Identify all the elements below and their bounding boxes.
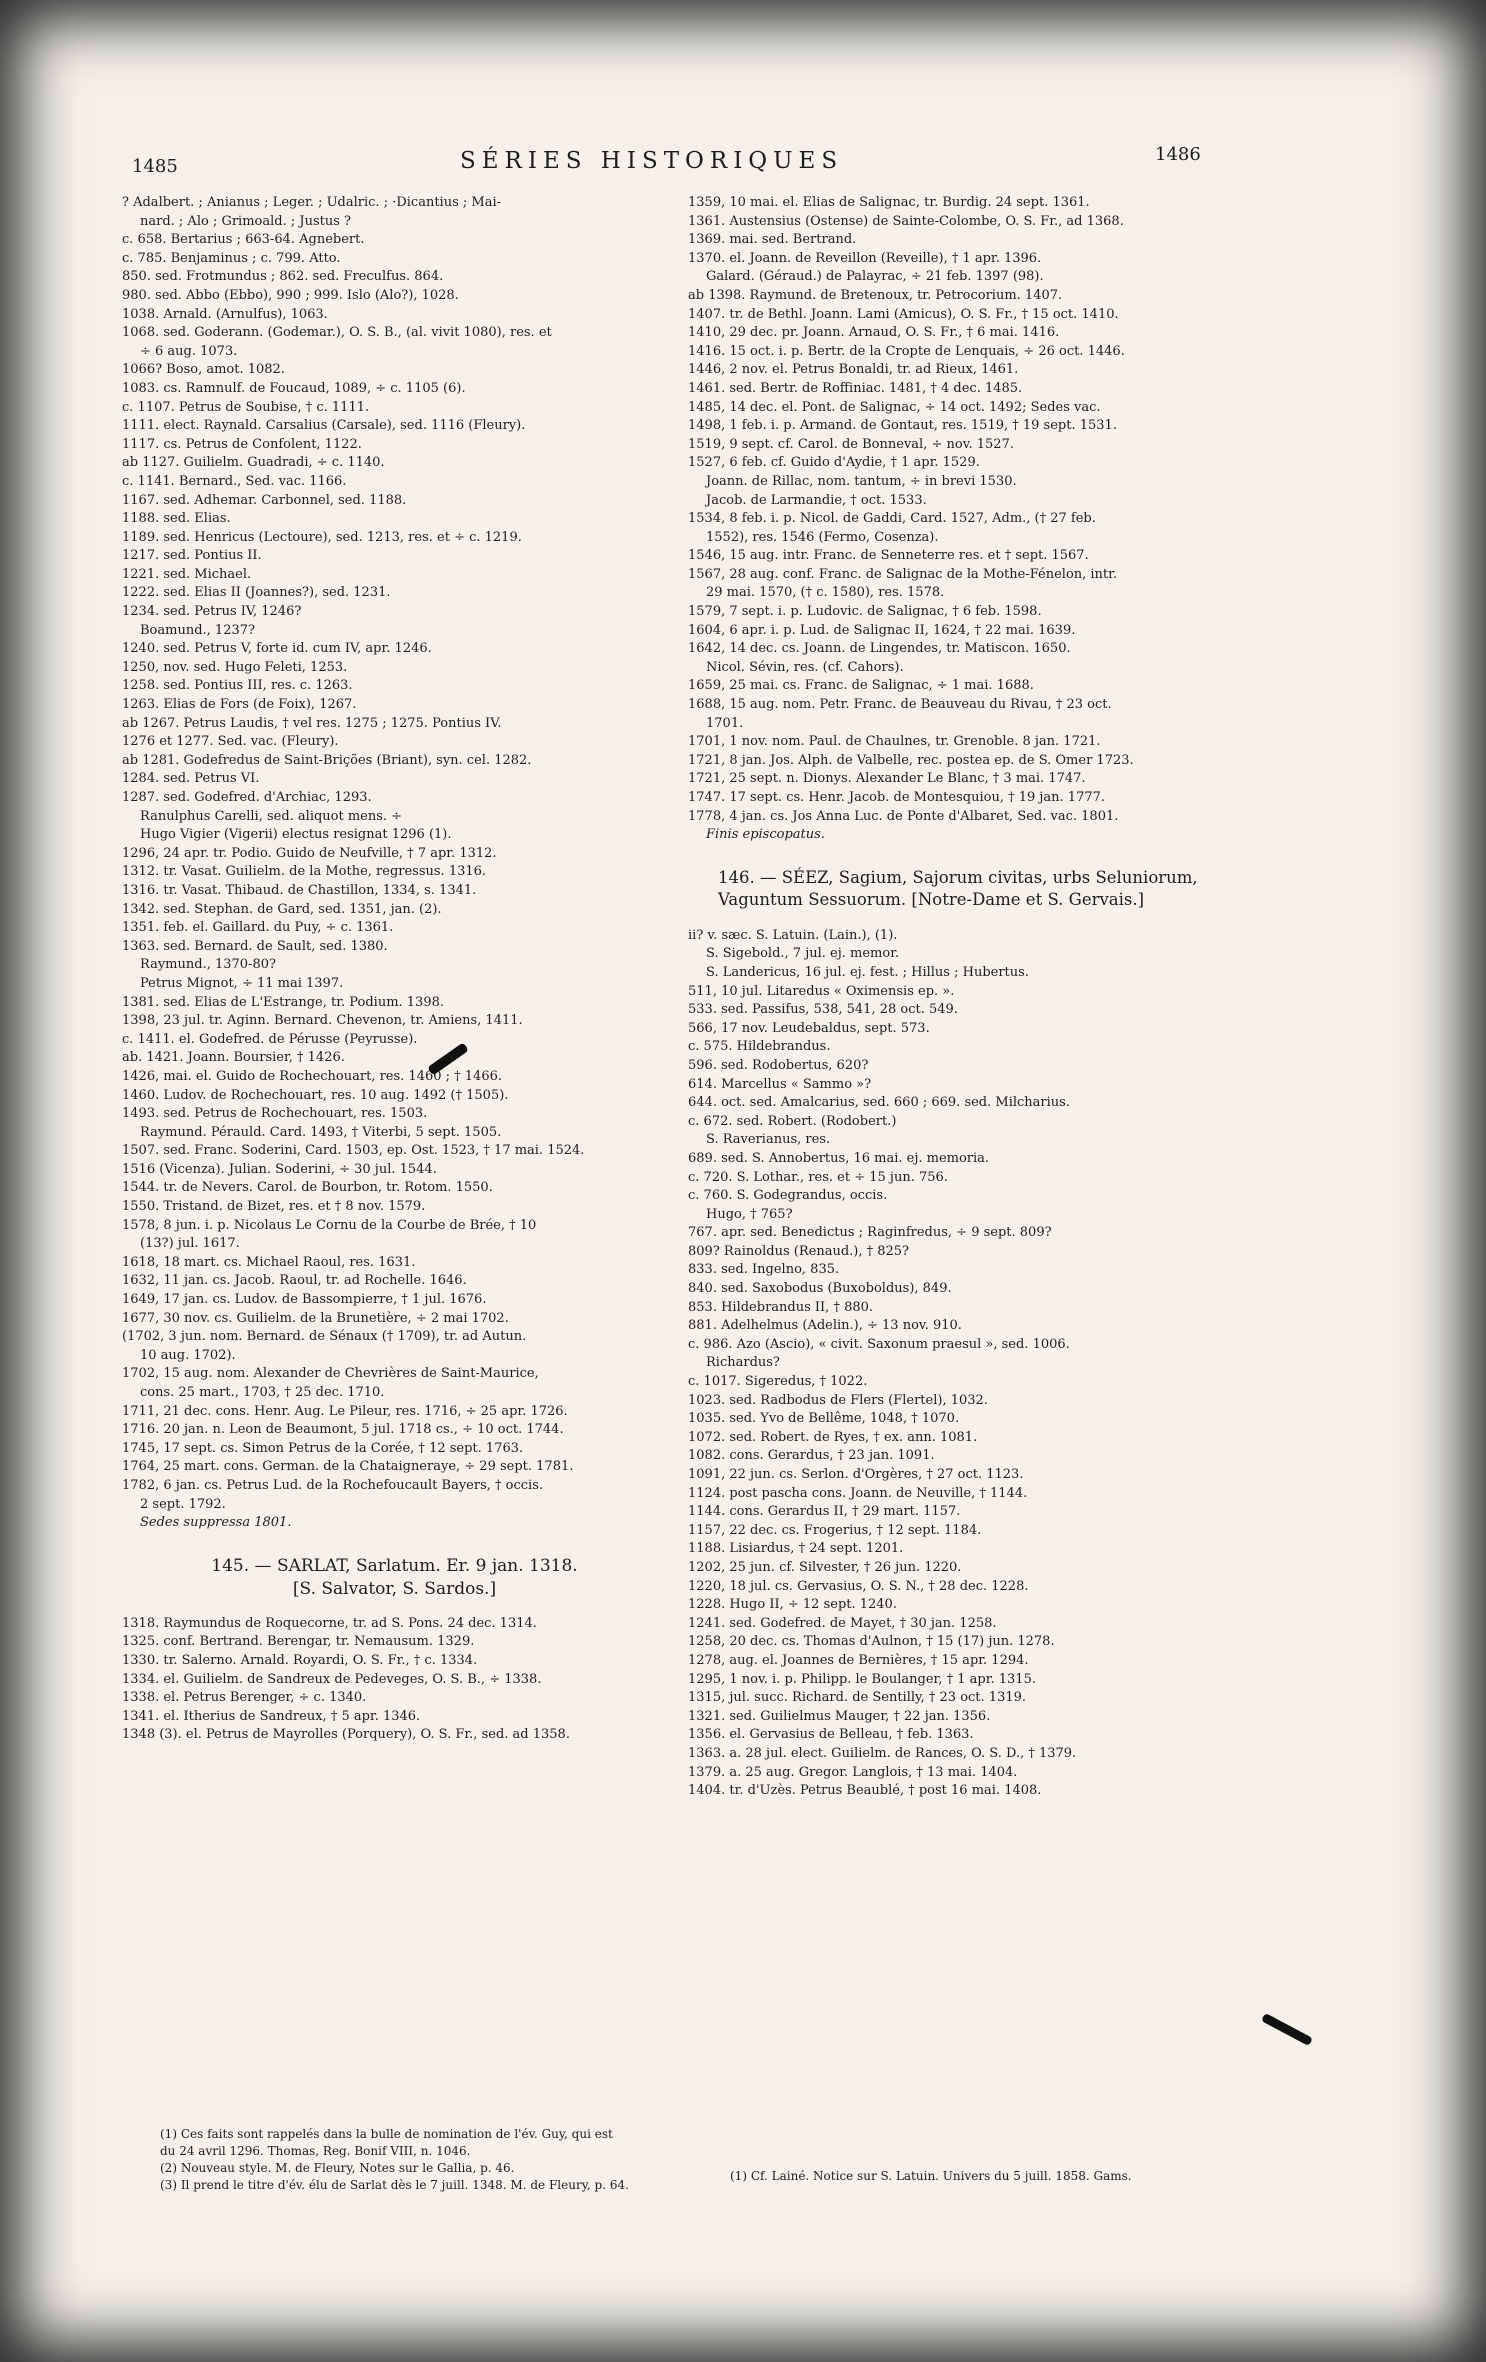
list-entry: 1567, 28 aug. conf. Franc. de Salignac de la Mothe-Fénelon, intr. bbox=[688, 566, 1118, 582]
seez-entry: c. 672. sed. Robert. (Rodobert.) bbox=[688, 1113, 897, 1129]
seez-entry: 1023. sed. Radbodus de Flers (Flertel), 1032. bbox=[688, 1392, 988, 1408]
list-entry: 1083. cs. Ramnulf. de Foucaud, 1089, ÷ c. 1105 (6). bbox=[122, 380, 466, 396]
list-entry: 1782, 6 jan. cs. Petrus Lud. de la Rochefoucault Bayers, † occis. bbox=[122, 1477, 544, 1493]
list-entry: 1222. sed. Elias II (Joannes?), sed. 1231. bbox=[122, 585, 391, 601]
list-entry: 1217. sed. Pontius II. bbox=[122, 548, 262, 564]
seez-entry: Richardus? bbox=[706, 1355, 780, 1371]
seez-entry: 1295, 1 nov. i. p. Philipp. le Boulanger, † 1 apr. 1315. bbox=[688, 1671, 1036, 1687]
footnote-line: du 24 avril 1296. Thomas, Reg. Bonif VIII, n. 1046. bbox=[160, 2144, 471, 2158]
sarlat-entry: 1338. el. Petrus Berenger, ÷ c. 1340. bbox=[122, 1690, 367, 1706]
list-entry: c. 1107. Petrus de Soubise, † c. 1111. bbox=[122, 399, 370, 415]
list-entry: 1410, 29 dec. pr. Joann. Arnaud, O. S. Fr., † 6 mai. 1416. bbox=[688, 325, 1060, 341]
list-entry: ÷ 6 aug. 1073. bbox=[140, 343, 238, 359]
list-entry: Finis episcopatus. bbox=[706, 827, 825, 843]
list-entry: 1701. bbox=[706, 715, 744, 731]
list-entry: 1778, 4 jan. cs. Jos Anna Luc. de Ponte d'Albaret, Sed. vac. 1801. bbox=[688, 808, 1119, 824]
list-entry: 1632, 11 jan. cs. Jacob. Raoul, tr. ad Rochelle. 1646. bbox=[122, 1273, 467, 1289]
seez-entry: 767. apr. sed. Benedictus ; Raginfredus, ÷ 9 sept. 809? bbox=[688, 1225, 1052, 1241]
list-entry: 1258. sed. Pontius III, res. c. 1263. bbox=[122, 678, 353, 694]
seez-entry: c. 575. Hildebrandus. bbox=[688, 1039, 831, 1055]
sarlat-entry: 1330. tr. Salerno. Arnald. Royardi, O. S. Fr., † c. 1334. bbox=[122, 1652, 478, 1668]
list-entry: 1189. sed. Henricus (Lectoure), sed. 1213, res. et ÷ c. 1219. bbox=[122, 529, 522, 545]
seez-entry: 833. sed. Ingelno, 835. bbox=[688, 1262, 840, 1278]
seez-entry: 1072. sed. Robert. de Ryes, † ex. ann. 1081. bbox=[688, 1429, 978, 1445]
list-entry: c. 658. Bertarius ; 663-64. Agnebert. bbox=[122, 232, 365, 248]
list-entry: 1721, 25 sept. n. Dionys. Alexander Le Blanc, † 3 mai. 1747. bbox=[688, 771, 1086, 787]
list-entry: 1527, 6 feb. cf. Guido d'Aydie, † 1 apr. 1529. bbox=[688, 455, 980, 471]
list-entry: 1745, 17 sept. cs. Simon Petrus de la Corée, † 12 sept. 1763. bbox=[122, 1440, 524, 1456]
footnote-line: (1) Ces faits sont rappelés dans la bulle de nomination de l'év. Guy, qui est bbox=[160, 2127, 613, 2141]
list-entry: 1234. sed. Petrus IV, 1246? bbox=[122, 604, 302, 620]
list-entry: 1460. Ludov. de Rochechouart, res. 10 aug. 1492 († 1505). bbox=[122, 1087, 509, 1103]
list-entry: ab 1127. Guilielm. Guadradi, ÷ c. 1140. bbox=[122, 455, 385, 471]
right-entries bbox=[688, 194, 1233, 845]
seez-entry: 689. sed. S. Annobertus, 16 mai. ej. memoria. bbox=[688, 1150, 990, 1166]
list-entry: 1342. sed. Stephan. de Gard, sed. 1351, jan. (2). bbox=[122, 901, 442, 917]
list-entry: 1493. sed. Petrus de Rochechouart, res. 1503. bbox=[122, 1106, 428, 1122]
list-entry: c. 785. Benjaminus ; c. 799. Atto. bbox=[122, 250, 341, 266]
seez-entry: 1258, 20 dec. cs. Thomas d'Aulnon, † 15 (17) jun. 1278. bbox=[688, 1634, 1055, 1650]
list-entry: 1546, 15 aug. intr. Franc. de Senneterre res. et † sept. 1567. bbox=[688, 548, 1089, 564]
seez-entry: c. 1017. Sigeredus, † 1022. bbox=[688, 1374, 868, 1390]
seez-entry: 566, 17 nov. Leudebaldus, sept. 573. bbox=[688, 1020, 930, 1036]
list-entry: 1534, 8 feb. i. p. Nicol. de Gaddi, Card. 1527, Adm., († 27 feb. bbox=[688, 511, 1096, 527]
list-entry: 1038. Arnald. (Arnulfus), 1063. bbox=[122, 306, 328, 322]
seez-entry: c. 986. Azo (Ascio), « civit. Saxonum praesul », sed. 1006. bbox=[688, 1336, 1070, 1352]
list-entry: 1276 et 1277. Sed. vac. (Fleury). bbox=[122, 734, 339, 750]
list-entry: 1507. sed. Franc. Soderini, Card. 1503, ep. Ost. 1523, † 17 mai. 1524. bbox=[122, 1143, 585, 1159]
list-entry: 10 aug. 1702). bbox=[140, 1347, 236, 1363]
list-entry: Hugo Vigier (Vigerii) electus resignat 1296 (1). bbox=[140, 827, 452, 843]
sarlat-subheading: [S. Salvator, S. Sardos.] bbox=[292, 1578, 497, 1599]
list-entry: c. 1141. Bernard., Sed. vac. 1166. bbox=[122, 473, 347, 489]
list-entry: 1068. sed. Goderann. (Godemar.), O. S. B., (al. vivit 1080), res. et bbox=[122, 325, 552, 341]
seez-entry: 1188. Lisiardus, † 24 sept. 1201. bbox=[688, 1541, 904, 1557]
list-entry: 1716. 20 jan. n. Leon de Beaumont, 5 jul. 1718 cs., ÷ 10 oct. 1744. bbox=[122, 1422, 564, 1438]
seez-entry: 1241. sed. Godefred. de Mayet, † 30 jan. 1258. bbox=[688, 1615, 997, 1631]
list-entry: Petrus Mignot, ÷ 11 mai 1397. bbox=[140, 975, 344, 991]
seez-entry: S. Raverianus, res. bbox=[706, 1132, 831, 1148]
list-entry: 1370. el. Joann. de Reveillon (Reveille), † 1 apr. 1396. bbox=[688, 250, 1042, 266]
seez-entry: 511, 10 jul. Litaredus « Oximensis ep. ». bbox=[688, 983, 955, 999]
sarlat-entries bbox=[122, 1615, 667, 1745]
left-column bbox=[122, 194, 667, 1745]
list-entry: 1363. sed. Bernard. de Sault, sed. 1380. bbox=[122, 938, 388, 954]
list-entry: 1550. Tristand. de Bizet, res. et † 8 nov. 1579. bbox=[122, 1199, 426, 1215]
seez-entry: 1144. cons. Gerardus II, † 29 mart. 1157. bbox=[688, 1504, 961, 1520]
list-entry: 1446, 2 nov. el. Petrus Bonaldi, tr. ad Rieux, 1461. bbox=[688, 362, 1019, 378]
seez-entry: 1228. Hugo II, ÷ 12 sept. 1240. bbox=[688, 1597, 897, 1613]
seez-entry: 1321. sed. Guilielmus Mauger, † 22 jan. 1356. bbox=[688, 1708, 991, 1724]
running-title: SÉRIES HISTORIQUES bbox=[460, 148, 844, 174]
seez-entry: 1091, 22 jun. cs. Serlon. d'Orgères, † 27 oct. 1123. bbox=[688, 1467, 1024, 1482]
list-entry: 1369. mai. sed. Bertrand. bbox=[688, 232, 857, 248]
list-entry: Boamund., 1237? bbox=[140, 622, 255, 638]
list-entry: (1702, 3 jun. nom. Bernard. de Sénaux († 1709), tr. ad Autun. bbox=[122, 1329, 527, 1345]
seez-entry: S. Sigebold., 7 jul. ej. memor. bbox=[706, 946, 900, 962]
left-page-number: 1485 bbox=[132, 156, 178, 177]
list-entry: nard. ; Alo ; Grimoald. ; Justus ? bbox=[140, 213, 351, 229]
seez-entry: 1202, 25 jun. cf. Silvester, † 26 jun. 1220. bbox=[688, 1559, 962, 1575]
list-entry: 1721, 8 jan. Jos. Alph. de Valbelle, rec. postea ep. de S. Omer 1723. bbox=[688, 752, 1134, 768]
seez-heading: 146. — SÉEZ, Sagium, Sajorum civitas, urbs Seluniorum, Vaguntum Sessuorum. [Notre-Dame et S. Gervais.] bbox=[718, 867, 1198, 909]
list-entry: 1552), res. 1546 (Fermo, Cosenza). bbox=[706, 529, 939, 545]
list-entry: 1688, 15 aug. nom. Petr. Franc. de Beauveau du Rivau, † 23 oct. bbox=[688, 697, 1112, 713]
list-entry: 1642, 14 dec. cs. Joann. de Lingendes, tr. Matiscon. 1650. bbox=[688, 641, 1071, 657]
seez-entry: 1220, 18 jul. cs. Gervasius, O. S. N., † 28 dec. 1228. bbox=[688, 1578, 1029, 1594]
list-entry: 1361. Austensius (Ostense) de Sainte-Colombe, O. S. Fr., ad 1368. bbox=[688, 213, 1124, 229]
list-entry: ab 1398. Raymund. de Bretenoux, tr. Petrocorium. 1407. bbox=[688, 287, 1063, 303]
left-footnotes bbox=[160, 2126, 629, 2194]
seez-entry: 809? Rainoldus (Renaud.), † 825? bbox=[688, 1243, 910, 1259]
seez-entry: 644. oct. sed. Amalcarius, sed. 660 ; 669. sed. Milcharius. bbox=[688, 1095, 1070, 1111]
list-entry: 1381. sed. Elias de L'Estrange, tr. Podium. 1398. bbox=[122, 994, 444, 1010]
footnote-line: (3) Il prend le titre d'év. élu de Sarlat dès le 7 juill. 1348. M. de Fleury, p. 64. bbox=[160, 2178, 629, 2192]
right-footnote: (1) Cf. Lainé. Notice sur S. Latuin. Univers du 5 juill. 1858. Gams. bbox=[730, 2169, 1132, 2183]
sarlat-entry: 1341. el. Itherius de Sandreux, † 5 apr. 1346. bbox=[122, 1708, 421, 1724]
list-entry: 1747. 17 sept. cs. Henr. Jacob. de Montesquiou, † 19 jan. 1777. bbox=[688, 790, 1106, 805]
list-entry: 980. sed. Abbo (Ebbo), 990 ; 999. Islo (Alo?), 1028. bbox=[122, 287, 459, 303]
list-entry: c. 1411. el. Godefred. de Pérusse (Peyrusse). bbox=[122, 1031, 418, 1047]
seez-entry: 596. sed. Rodobertus, 620? bbox=[688, 1057, 869, 1073]
list-entry: 1519, 9 sept. cf. Carol. de Bonneval, ÷ nov. 1527. bbox=[688, 436, 1014, 452]
list-entry: Joann. de Rillac, nom. tantum, ÷ in brevi 1530. bbox=[706, 473, 1017, 489]
list-entry: 1398, 23 jul. tr. Aginn. Bernard. Chevenon, tr. Amiens, 1411. bbox=[122, 1013, 523, 1029]
list-entry: 1485, 14 dec. el. Pont. de Salignac, ÷ 14 oct. 1492; Sedes vac. bbox=[688, 399, 1101, 415]
seez-entry: 840. sed. Saxobodus (Buxoboldus), 849. bbox=[688, 1281, 952, 1297]
list-entry: Sedes suppressa 1801. bbox=[140, 1515, 292, 1531]
list-entry: 1221. sed. Michael. bbox=[122, 566, 252, 582]
seez-entry: 853. Hildebrandus II, † 880. bbox=[688, 1299, 874, 1315]
list-entry: 1461. sed. Bertr. de Roffiniac. 1481, † 4 dec. 1485. bbox=[688, 380, 1023, 396]
seez-entry: Hugo, † 765? bbox=[706, 1206, 793, 1222]
sarlat-section-heading bbox=[122, 1555, 667, 1601]
right-column bbox=[688, 194, 1233, 1801]
seez-entry: c. 760. S. Godegrandus, occis. bbox=[688, 1188, 888, 1204]
list-entry: Nicol. Sévin, res. (cf. Cahors). bbox=[706, 659, 904, 675]
list-entry: 1498, 1 feb. i. p. Armand. de Gontaut, res. 1519, † 19 sept. 1531. bbox=[688, 418, 1117, 434]
seez-entry: 1035. sed. Yvo de Bellême, 1048, † 1070. bbox=[688, 1411, 960, 1427]
seez-entry: 533. sed. Passifus, 538, 541, 28 oct. 549. bbox=[688, 1002, 958, 1018]
list-entry: 1578, 8 jun. i. p. Nicolaus Le Cornu de la Courbe de Brée, † 10 bbox=[122, 1217, 537, 1233]
list-entry: Ranulphus Carelli, sed. aliquot mens. ÷ bbox=[140, 808, 403, 824]
list-entry: Raymund. Pérauld. Card. 1493, † Viterbi, 5 sept. 1505. bbox=[140, 1124, 502, 1140]
seez-entry: S. Landericus, 16 jul. ej. fest. ; Hillus ; Hubertus. bbox=[706, 964, 1029, 980]
list-entry: 1263. Elias de Fors (de Foix), 1267. bbox=[122, 697, 357, 713]
list-entry: 1359, 10 mai. el. Elias de Salignac, tr. Burdig. 24 sept. 1361. bbox=[688, 195, 1090, 210]
list-entry: ab 1281. Godefredus de Saint-Brições (Briant), syn. cel. 1282. bbox=[122, 752, 532, 768]
seez-entry: c. 720. S. Lothar., res. et ÷ 15 jun. 756. bbox=[688, 1169, 948, 1185]
list-entry: 1579, 7 sept. i. p. Ludovic. de Salignac, † 6 feb. 1598. bbox=[688, 604, 1042, 620]
seez-entry: 1082. cons. Gerardus, † 23 jan. 1091. bbox=[688, 1448, 935, 1464]
list-entry: 1316. tr. Vasat. Thibaud. de Chastillon, 1334, s. 1341. bbox=[122, 882, 477, 898]
list-entry: 1516 (Vicenza). Julian. Soderini, ÷ 30 jul. 1544. bbox=[122, 1161, 437, 1177]
list-entry: 1240. sed. Petrus V, forte id. cum IV, apr. 1246. bbox=[122, 641, 432, 657]
seez-entry: 1363. a. 28 jul. elect. Guilielm. de Rances, O. S. D., † 1379. bbox=[688, 1745, 1077, 1761]
list-entry: Jacob. de Larmandie, † oct. 1533. bbox=[706, 492, 927, 508]
seez-entry: 1278, aug. el. Joannes de Bernières, † 15 apr. 1294. bbox=[688, 1652, 1029, 1668]
seez-entry: 1315, jul. succ. Richard. de Sentilly, † 23 oct. 1319. bbox=[688, 1690, 1027, 1706]
list-entry: ab. 1421. Joann. Boursier, † 1426. bbox=[122, 1050, 345, 1066]
list-entry: 1764, 25 mart. cons. German. de la Chataigneraye, ÷ 29 sept. 1781. bbox=[122, 1459, 574, 1475]
list-entry: 29 mai. 1570, († c. 1580), res. 1578. bbox=[706, 585, 945, 601]
seez-entry: 614. Marcellus « Sammo »? bbox=[688, 1076, 872, 1092]
seez-entry: 1356. el. Gervasius de Belleau, † feb. 1363. bbox=[688, 1727, 974, 1743]
list-entry: 1351. feb. el. Gaillard. du Puy, ÷ c. 1361. bbox=[122, 920, 394, 936]
list-entry: 1066? Boso, amot. 1082. bbox=[122, 362, 285, 378]
list-entry: 1284. sed. Petrus VI. bbox=[122, 771, 260, 787]
list-entry: 1649, 17 jan. cs. Ludov. de Bassompierre, † 1 jul. 1676. bbox=[122, 1292, 487, 1308]
list-entry: 1416. 15 oct. i. p. Bertr. de la Cropte de Lenquais, ÷ 26 oct. 1446. bbox=[688, 343, 1125, 359]
list-entry: ab 1267. Petrus Laudis, † vel res. 1275 ; 1275. Pontius IV. bbox=[122, 715, 502, 731]
sarlat-heading: 145. — SARLAT, Sarlatum. Er. 9 jan. 1318. bbox=[211, 1555, 578, 1576]
list-entry: 2 sept. 1792. bbox=[140, 1496, 226, 1512]
list-entry: 1544. tr. de Nevers. Carol. de Bourbon, tr. Rotom. 1550. bbox=[122, 1180, 493, 1196]
left-entries bbox=[122, 194, 667, 1533]
list-entry: 1312. tr. Vasat. Guilielm. de la Mothe, regressus. 1316. bbox=[122, 864, 487, 880]
list-entry: 850. sed. Frotmundus ; 862. sed. Freculfus. 864. bbox=[122, 269, 444, 285]
seez-entry: 1379. a. 25 aug. Gregor. Langlois, † 13 mai. 1404. bbox=[688, 1764, 1018, 1780]
list-entry: 1604, 6 apr. i. p. Lud. de Salignac II, 1624, † 22 mai. 1639. bbox=[688, 622, 1076, 638]
list-entry: 1167. sed. Adhemar. Carbonnel, sed. 1188. bbox=[122, 492, 407, 508]
list-entry: (13?) jul. 1617. bbox=[140, 1236, 240, 1252]
seez-entry: ii? v. sæc. S. Latuin. (Lain.), (1). bbox=[688, 927, 898, 943]
list-entry: 1659, 25 mai. cs. Franc. de Salignac, ÷ 1 mai. 1688. bbox=[688, 678, 1034, 694]
list-entry: 1711, 21 dec. cons. Henr. Aug. Le Pileur, res. 1716, ÷ 25 apr. 1726. bbox=[122, 1403, 568, 1419]
right-page-number: 1486 bbox=[1155, 144, 1201, 165]
list-entry: 1250, nov. sed. Hugo Feleti, 1253. bbox=[122, 659, 348, 675]
list-entry: 1117. cs. Petrus de Confolent, 1122. bbox=[122, 436, 362, 452]
book-page bbox=[110, 130, 1240, 2300]
list-entry: Galard. (Géraud.) de Palayrac, ÷ 21 feb. 1397 (98). bbox=[706, 269, 1044, 285]
seez-entry: 1404. tr. d'Uzès. Petrus Beaublé, † post 16 mai. 1408. bbox=[688, 1783, 1042, 1799]
seez-entry: 881. Adelhelmus (Adelin.), ÷ 13 nov. 910. bbox=[688, 1318, 962, 1334]
footnote-line: (2) Nouveau style. M. de Fleury, Notes sur le Gallia, p. 46. bbox=[160, 2161, 515, 2175]
list-entry: Raymund., 1370-80? bbox=[140, 957, 276, 973]
list-entry: 1677, 30 nov. cs. Guilielm. de la Brunetière, ÷ 2 mai 1702. bbox=[122, 1310, 509, 1326]
list-entry: 1296, 24 apr. tr. Podio. Guido de Neufville, † 7 apr. 1312. bbox=[122, 845, 497, 861]
list-entry: cons. 25 mart., 1703, † 25 dec. 1710. bbox=[140, 1385, 385, 1400]
list-entry: 1188. sed. Elias. bbox=[122, 511, 231, 527]
stray-scan-mark bbox=[1261, 2013, 1313, 2046]
list-entry: 1111. elect. Raynald. Carsalius (Carsale), sed. 1116 (Fleury). bbox=[122, 418, 526, 434]
sarlat-entry: 1348 (3). el. Petrus de Mayrolles (Porquery), O. S. Fr., sed. ad 1358. bbox=[122, 1727, 570, 1743]
list-entry: 1407. tr. de Bethl. Joann. Lami (Amicus), O. S. Fr., † 15 oct. 1410. bbox=[688, 306, 1119, 322]
list-entry: ? Adalbert. ; Anianus ; Leger. ; Udalric. ; ·Dicantius ; Mai- bbox=[122, 195, 501, 210]
list-entry: 1287. sed. Godefred. d'Archiac, 1293. bbox=[122, 790, 372, 805]
list-entry: 1426, mai. el. Guido de Rochechouart, res. 1460 ; † 1466. bbox=[122, 1068, 502, 1084]
seez-entry: 1157, 22 dec. cs. Frogerius, † 12 sept. 1184. bbox=[688, 1522, 982, 1538]
list-entry: 1618, 18 mart. cs. Michael Raoul, res. 1631. bbox=[122, 1254, 416, 1270]
sarlat-entry: 1318. Raymundus de Roquecorne, tr. ad S. Pons. 24 dec. 1314. bbox=[122, 1615, 537, 1631]
list-entry: 1701, 1 nov. nom. Paul. de Chaulnes, tr. Grenoble. 8 jan. 1721. bbox=[688, 734, 1101, 750]
list-entry: 1702, 15 aug. nom. Alexander de Chevrières de Saint-Maurice, bbox=[122, 1366, 539, 1382]
seez-entries bbox=[688, 927, 1233, 1801]
seez-entry: 1124. post pascha cons. Joann. de Neuville, † 1144. bbox=[688, 1485, 1028, 1501]
sarlat-entry: 1334. el. Guilielm. de Sandreux de Pedeveges, O. S. B., ÷ 1338. bbox=[122, 1671, 542, 1687]
sarlat-entry: 1325. conf. Bertrand. Berengar, tr. Nemausum. 1329. bbox=[122, 1634, 475, 1650]
